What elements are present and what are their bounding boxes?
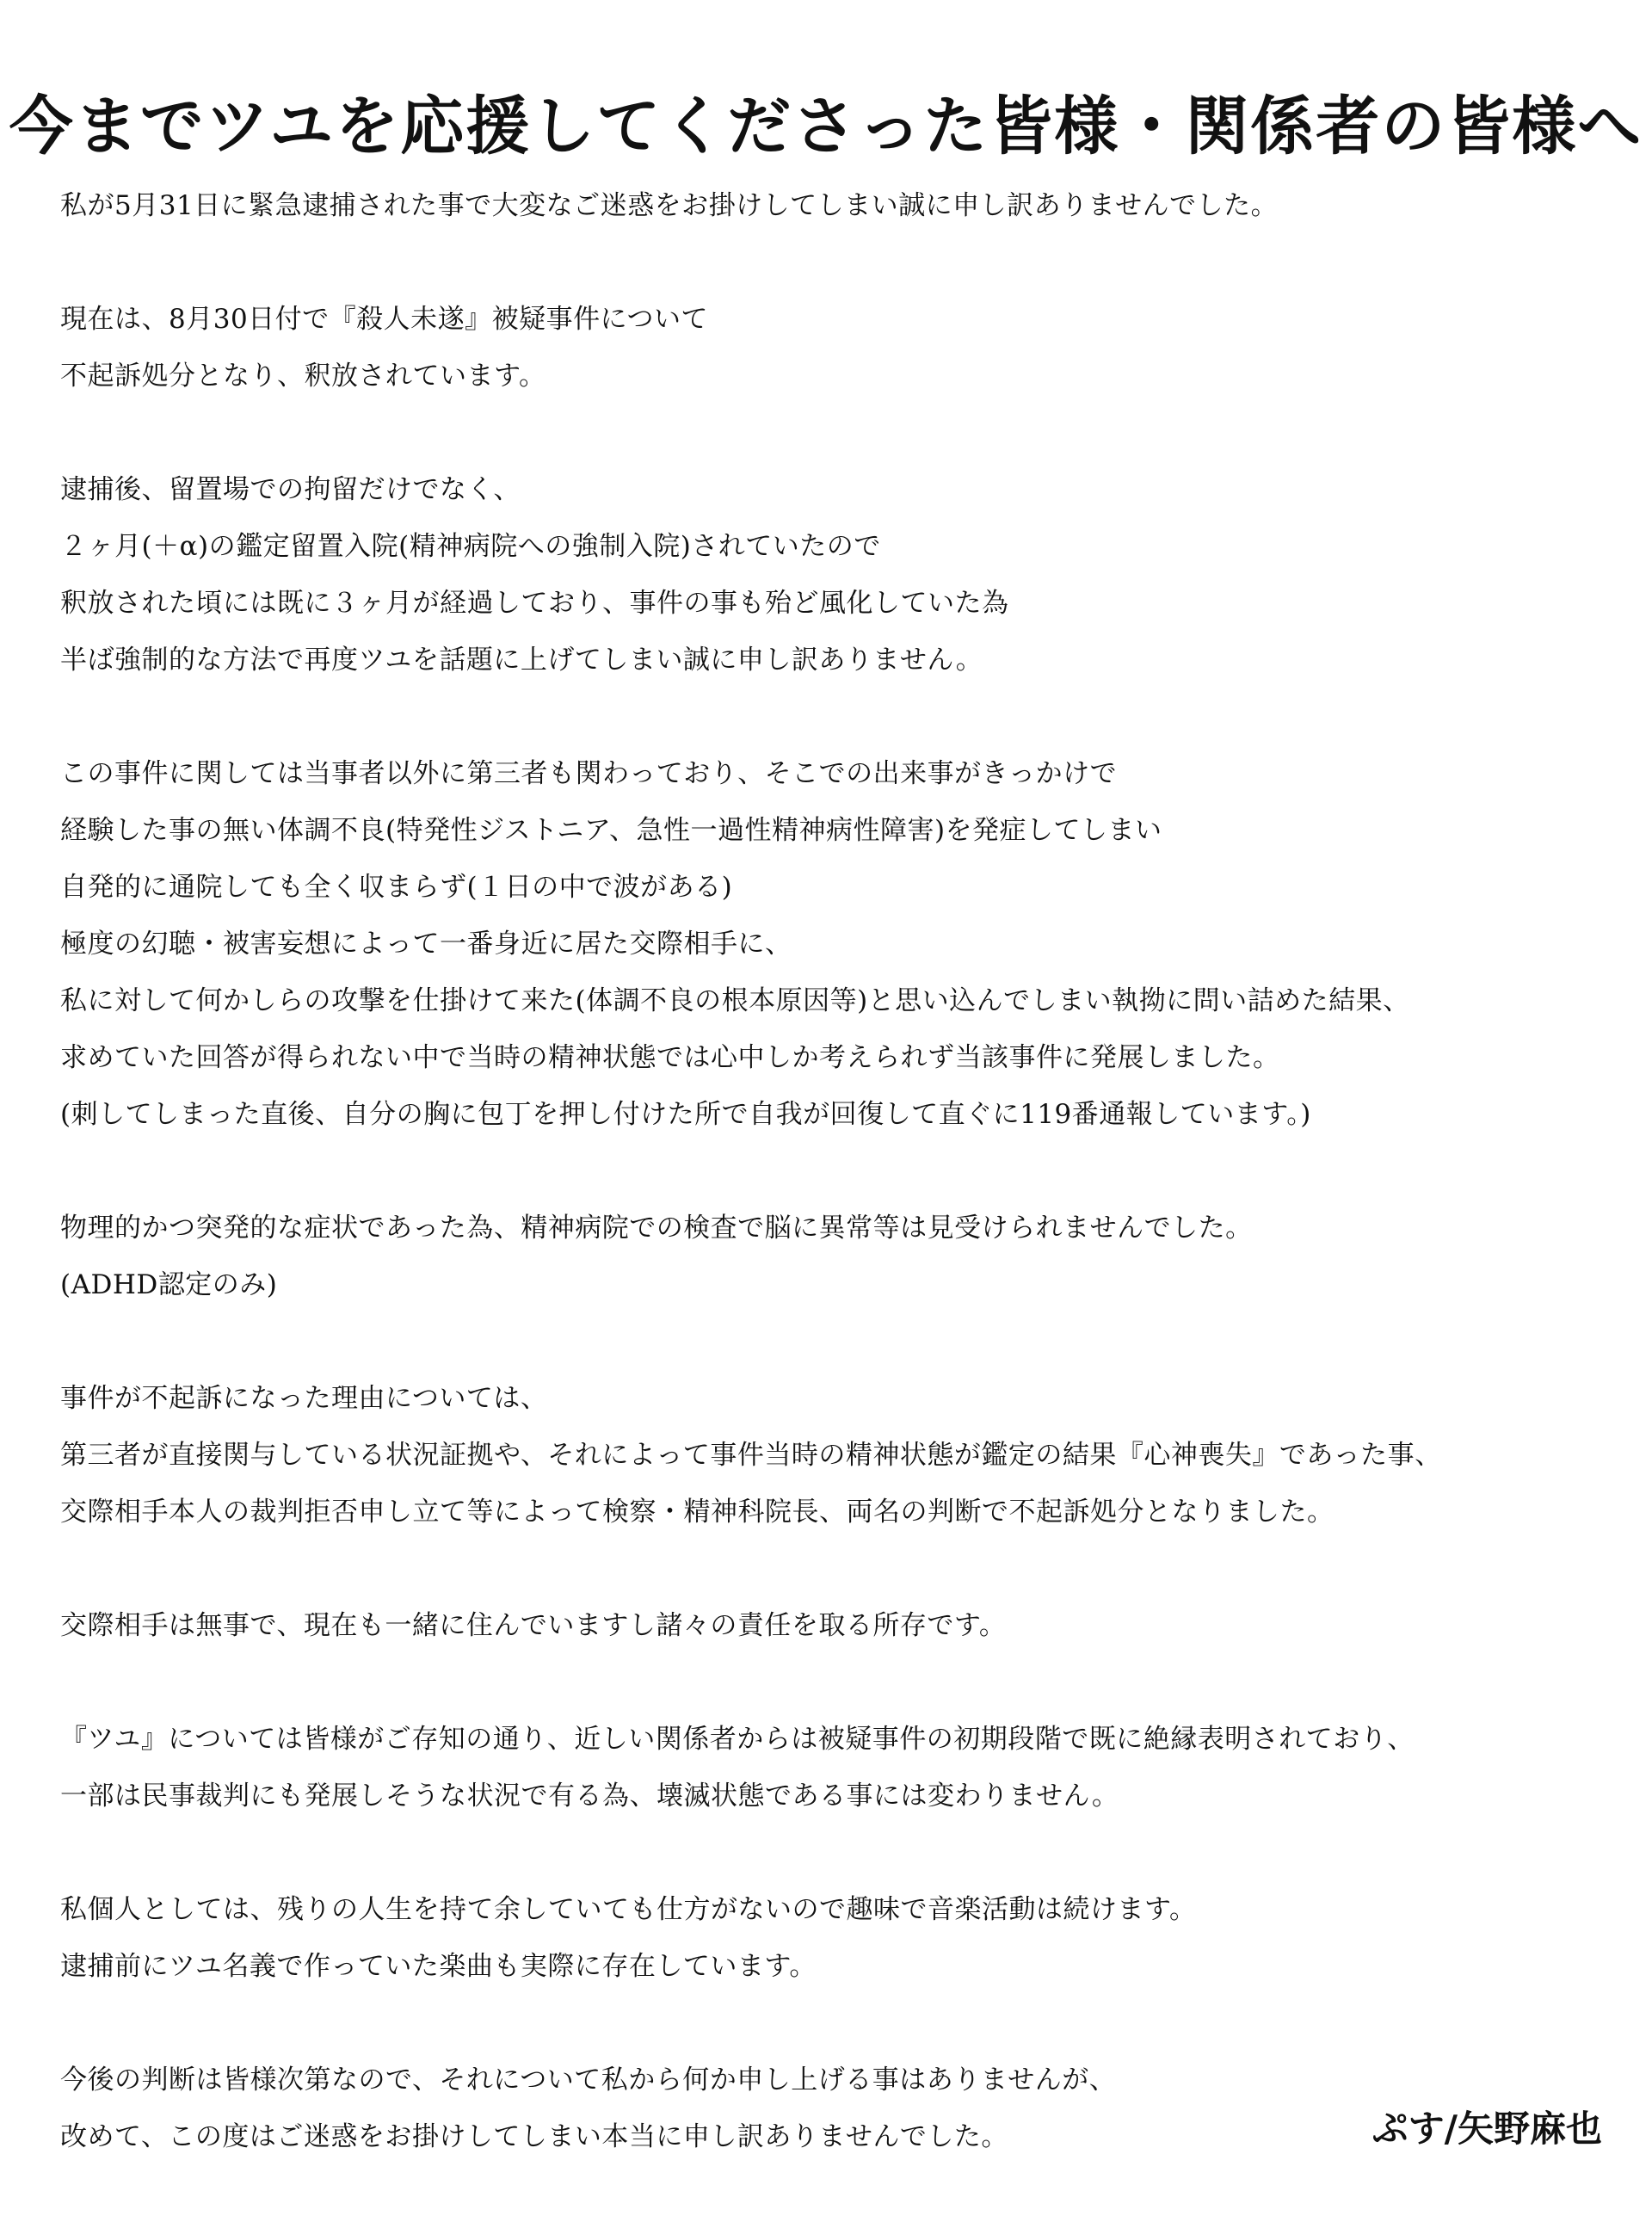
text-line: 求めていた回答が得られない中で当時の精神状態では心中しか考えられず当該事件に発展しました。 <box>60 1042 1280 1073</box>
text-line: 物理的かつ突発的な症状であった為、精神病院での検査で脳に異常等は見受けられませんでした。 <box>60 1213 1253 1244</box>
paragraph-music-activity <box>60 1881 1626 1995</box>
text-line: 不起訴処分となり、釈放されています。 <box>60 361 546 392</box>
text-line: 自発的に通院しても全く収まらず(１日の中で波がある) <box>60 872 733 903</box>
text-line: 極度の幻聴・被害妄想によって一番身近に居た交際相手に、 <box>60 929 792 960</box>
text-line: 逮捕後、留置場での拘留だけでなく、 <box>60 474 521 505</box>
text-line: 『ツユ』については皆様がご存知の通り、近しい関係者からは被疑事件の初期段階で既に絶縁表明されており、 <box>60 1724 1415 1755</box>
text-line: 事件が不起訴になった理由については、 <box>60 1383 548 1414</box>
text-line: 釈放された頃には既に３ヶ月が経過しており、事件の事も殆ど風化していた為 <box>60 588 1009 619</box>
text-line: 経験した事の無い体調不良(特発性ジストニア、急性一過性精神病性障害)を発症してしまい <box>60 815 1162 846</box>
paragraph-release-status <box>60 291 1626 404</box>
text-line: 逮捕前にツユ名義で作っていた楽曲も実際に存在しています。 <box>60 1951 817 1982</box>
text-line: 第三者が直接関与している状況証拠や、それによって事件当時の精神状態が鑑定の結果『心神喪失』であった事、 <box>60 1440 1442 1471</box>
text-line: 私に対して何かしらの攻撃を仕掛けて来た(体調不良の根本原因等)と思い込んでしまい執拗に問い詰めた結果、 <box>60 985 1410 1016</box>
text-line: 改めて、この度はご迷惑をお掛けしてしまい本当に申し訳ありませんでした。 <box>60 2121 1008 2152</box>
text-line: 一部は民事裁判にも発展しそうな状況で有る為、壊滅状態である事には変わりません。 <box>60 1781 1119 1812</box>
signature: ぷす/矢野麻也 <box>1372 2108 1602 2150</box>
text-line: 現在は、8月30日付で『殺人未遂』被疑事件について <box>60 304 709 335</box>
paragraph-tuyu-status <box>60 1711 1626 1824</box>
text-line: この事件に関しては当事者以外に第三者も関わっており、そこでの出来事がきっかけで <box>60 758 1118 789</box>
text-line: ２ヶ月(＋α)の鑑定留置入院(精神病院への強制入院)されていたので <box>60 531 881 562</box>
paragraph-non-prosecution-reason <box>60 1370 1626 1540</box>
text-line: 交際相手は無事で、現在も一緒に住んでいますし諸々の責任を取る所存です。 <box>60 1610 1007 1641</box>
paragraph-medical-exam <box>60 1200 1626 1313</box>
paragraph-detention <box>60 461 1626 688</box>
text-line: 私が5月31日に緊急逮捕された事で大変なご迷惑をお掛けしてしまい誠に申し訳ありませんでした。 <box>60 190 1279 221</box>
text-line: 今後の判断は皆様次第なので、それについて私から何か申し上げる事はありませんが、 <box>60 2065 1117 2095</box>
document-body <box>60 177 1626 2222</box>
paragraph-partner-status <box>60 1597 1626 1654</box>
text-line: 私個人としては、残りの人生を持て余していても仕方がないので趣味で音楽活動は続けます。 <box>60 1894 1197 1925</box>
document-title: 今までツユを応援してくださった皆様・関係者の皆様へ <box>9 89 1643 164</box>
paragraph-apology-arrest <box>60 177 1626 234</box>
text-line: (ADHD認定のみ) <box>60 1269 278 1300</box>
text-line: (刺してしまった直後、自分の胸に包丁を押し付けた所で自我が回復して直ぐに119番通報しています。) <box>60 1099 1311 1130</box>
text-line: 半ば強制的な方法で再度ツユを話題に上げてしまい誠に申し訳ありません。 <box>60 645 983 676</box>
text-line: 交際相手本人の裁判拒否申し立て等によって検察・精神科院長、両名の判断で不起訴処分となりました。 <box>60 1497 1335 1528</box>
paragraph-incident-details <box>60 745 1626 1143</box>
